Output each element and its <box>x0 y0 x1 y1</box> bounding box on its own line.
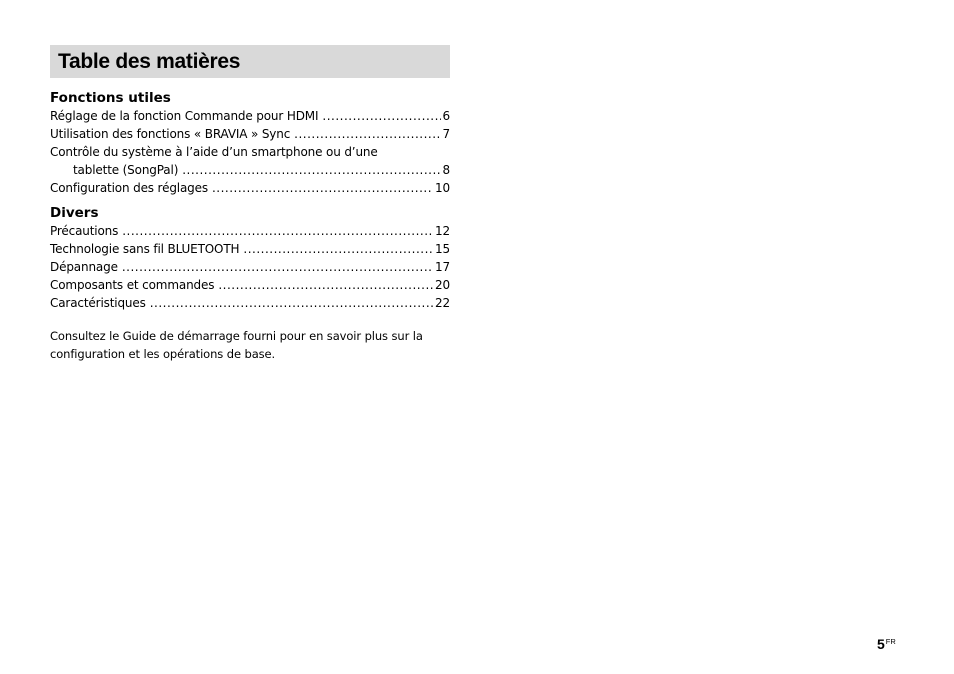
note-text: Consultez le Guide de démarrage fourni pour en savoir plus sur la configuration et les opérations de base. <box>50 329 423 361</box>
page-lang-code: FR <box>885 637 896 646</box>
page-title: Table des matières <box>58 49 241 73</box>
leader-dots <box>218 276 433 294</box>
toc-entry-label: Caractéristiques <box>50 296 146 310</box>
page-number <box>877 636 896 652</box>
toc-entry[interactable] <box>50 222 450 240</box>
toc-entry-label: Composants et commandes <box>50 278 215 292</box>
toc-entry[interactable] <box>50 276 450 294</box>
toc-entry-label: Configuration des réglages <box>50 181 208 195</box>
toc-entry-page: 7 <box>442 127 450 141</box>
toc-entry-page: 8 <box>442 163 450 177</box>
section-heading-divers: Divers <box>50 205 99 221</box>
title-bar <box>50 45 450 78</box>
toc-entry-label: Utilisation des fonctions « BRAVIA » Sync <box>50 127 291 141</box>
toc-entry[interactable] <box>50 258 450 276</box>
leader-dots <box>122 222 433 240</box>
toc-entry-label: tablette (SongPal) <box>73 163 179 177</box>
leader-dots <box>243 240 433 258</box>
section-heading-fonctions-utiles: Fonctions utiles <box>50 90 171 106</box>
toc-entry-page: 12 <box>435 224 450 238</box>
toc-entry-label: Précautions <box>50 224 119 238</box>
toc-entry-page: 20 <box>435 278 450 292</box>
toc-entry-page: 15 <box>435 242 450 256</box>
toc-entry-page: 17 <box>435 260 450 274</box>
leader-dots <box>212 179 433 197</box>
toc-entry-label: Contrôle du système à l’aide d’un smartphone ou d’une <box>50 145 378 159</box>
leader-dots <box>322 107 440 125</box>
toc-entry[interactable] <box>50 179 450 197</box>
toc-entry[interactable] <box>50 294 450 312</box>
toc-entry-page: 10 <box>435 181 450 195</box>
toc-entry[interactable] <box>50 107 450 125</box>
toc-entry[interactable] <box>50 125 450 143</box>
leader-dots <box>150 294 433 312</box>
toc-column <box>50 45 450 363</box>
toc-entry-label: Réglage de la fonction Commande pour HDMI <box>50 109 319 123</box>
toc-entry-line1[interactable] <box>50 143 450 161</box>
page-number-value: 5 <box>877 636 885 652</box>
leader-dots <box>182 161 440 179</box>
leader-dots <box>294 125 440 143</box>
toc-entry-label: Dépannage <box>50 260 118 274</box>
toc-entry[interactable] <box>50 240 450 258</box>
toc-entry-label: Technologie sans fil BLUETOOTH <box>50 242 240 256</box>
toc-entry-page: 22 <box>435 296 450 310</box>
leader-dots <box>122 258 433 276</box>
toc-entry-line2[interactable] <box>50 161 450 179</box>
toc-entry-page: 6 <box>442 109 450 123</box>
